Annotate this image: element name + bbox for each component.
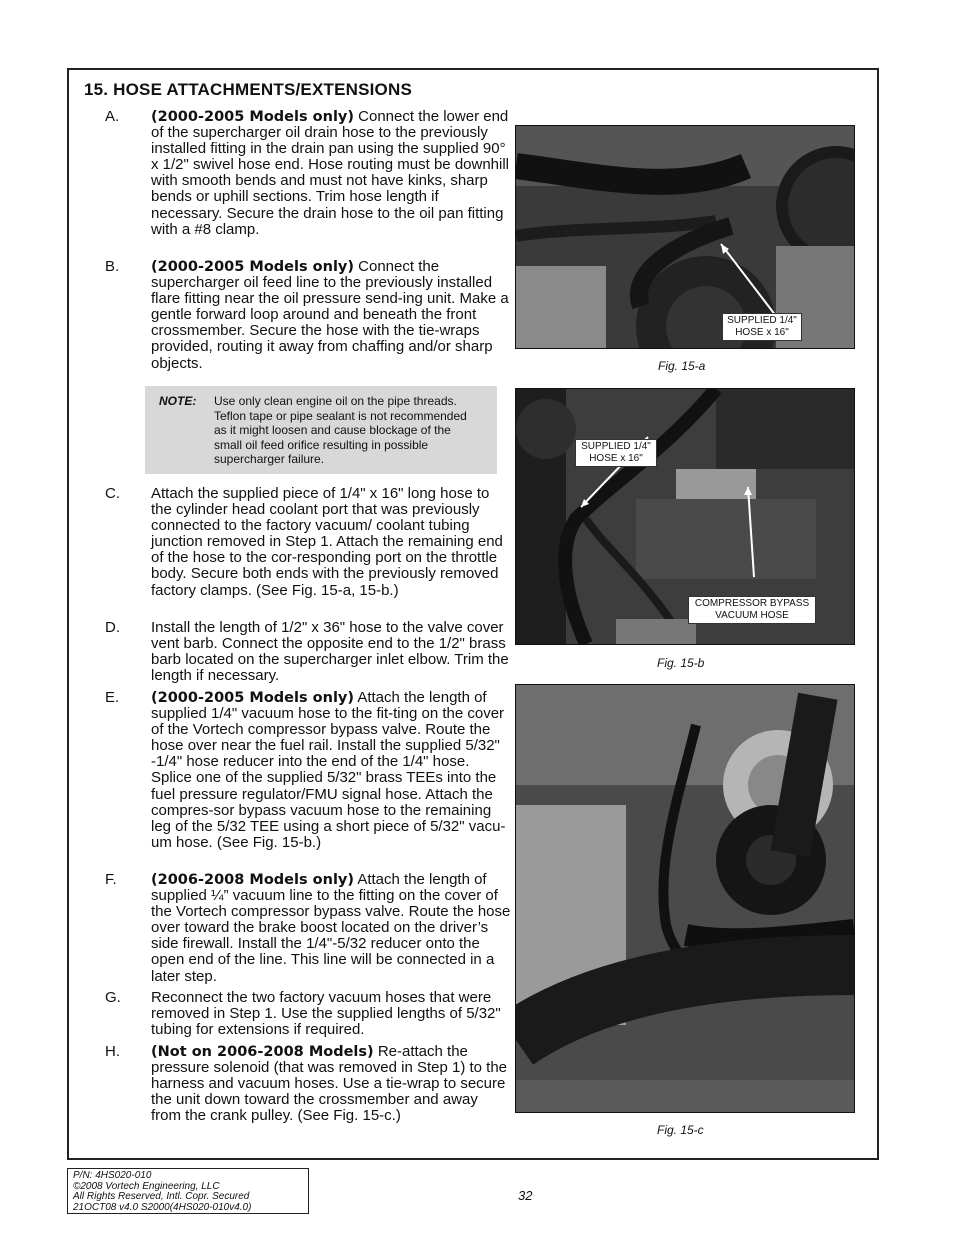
step-text: [151, 1044, 511, 1124]
step-text: [151, 872, 511, 985]
step-body: Attach the supplied piece of 1/4" x 16" long hose to the cylinder head coolant port that was previously connected to the factory vacuum/ coolant tubing junction removed in Step 1. Attach the remaining end of the hose to the cor-responding port on the throttle body. Secure both ends with the previously removed factory clamps. (See Fig. 15-a, 15-b.): [151, 485, 503, 599]
step-letter: D.: [105, 619, 120, 636]
figure-caption-15c: Fig. 15-c: [657, 1123, 704, 1137]
figure-caption-15a: Fig. 15-a: [658, 359, 706, 373]
engine-photo-illustration: [516, 685, 854, 1112]
step-bold: (2000-2005 Models only): [151, 109, 354, 125]
step-text: [151, 486, 511, 599]
footer-copyright: ©2008 Vortech Engineering, LLC: [73, 1180, 220, 1192]
step-body: Install the length of 1/2" x 36" hose to the valve cover vent barb. Connect the opposite end to the 1/2" brass barb located on the supercharger inlet elbow. Trim the length if necessary.: [151, 619, 509, 685]
footer-rights: All Rights Reserved, Intl. Copr. Secured: [73, 1191, 250, 1202]
step-text: [151, 109, 511, 238]
step-letter: A.: [105, 108, 120, 125]
step-body: Attach the length of supplied 1/4" vacuum hose to the fit-ting on the cover of the Vortech compressor bypass valve. Route the hose over near the fuel rail. Install the supplied 5/32" -1/4" hose reducer into the end of the 1/4" hose. Splice one of the supplied 5/32" brass TEEs into the fuel pressure regulator/FMU signal hose. Attach the compres-sor bypass vacuum hose to the remaining leg of the 5/32 TEE using a short piece of 5/32" vacu-um hose. (See Fig. 15-b.): [151, 689, 506, 851]
figure-15a-photo: [515, 125, 855, 349]
note-label: NOTE:: [159, 394, 197, 408]
step-bold: (2006-2008 Models only): [151, 872, 354, 888]
figure-caption-15b: Fig. 15-b: [657, 656, 705, 670]
page-number: 32: [518, 1188, 533, 1203]
step-body: Attach the length of supplied ¼” vacuum line to the fitting on the cover of the Vortech compressor bypass valve. Route the hose over toward the brake boost located on the driver’s side firewall. Install the 1/4"-5/32 reducer onto the open end of the line. This line will be connected in a later step.: [151, 871, 511, 985]
step-letter: H.: [105, 1043, 120, 1060]
footer-part-number: P/N: 4HS020-010: [73, 1170, 152, 1181]
note-text: Use only clean engine oil on the pipe threads. Teflon tape or pipe sealant is not recommended as it might loosen and cause blockage of the small oil feed orifice resulting in possible supercharger failure.: [214, 394, 467, 466]
footer-info: [67, 1168, 309, 1214]
callout-compressor-bypass-hose: COMPRESSOR BYPASS VACUUM HOSE: [688, 596, 816, 624]
footer-version: 21OCT08 v4.0 S2000(4HS020-010v4.0): [73, 1201, 252, 1213]
figure-15c-photo: [515, 684, 855, 1113]
step-text: [151, 990, 511, 1038]
callout-supplied-hose-15b: SUPPLIED 1/4" HOSE x 16": [575, 439, 657, 467]
step-text: [151, 690, 511, 851]
step-letter: E.: [105, 689, 120, 706]
step-bold: (2000-2005 Models only): [151, 690, 354, 706]
step-body: Connect the lower end of the supercharger oil drain hose to the previously installed fitting in the drain pan using the supplied 90° x 1/2" swivel hose end. Hose routing must be downhill with smooth bends and must not have kinks, sharp bends or uphill sections. Trim hose length if necessary. Secure the drain hose to the oil pan fitting with a #8 clamp.: [151, 108, 510, 238]
step-body: Connect the supercharger oil feed line to the previously installed flare fitting near the oil pressure send-ing unit. Make a gentle forward loop around and beneath the front crossmember. Secure the hose with the tie-wraps provided, routing it away from chaffing and/or sharp objects.: [151, 258, 509, 372]
step-text: [151, 620, 511, 684]
step-text: [151, 259, 511, 372]
step-letter: C.: [105, 485, 120, 502]
callout-supplied-hose-15a: SUPPLIED 1/4" HOSE x 16": [722, 313, 802, 341]
step-body: Reconnect the two factory vacuum hoses that were removed in Step 1. Use the supplied lengths of 5/32" tubing for extensions if required.: [151, 989, 501, 1039]
note-box: [145, 386, 497, 474]
step-letter: B.: [105, 258, 120, 275]
step-letter: G.: [105, 989, 121, 1006]
step-bold: (Not on 2006-2008 Models): [151, 1044, 374, 1060]
step-letter: F.: [105, 871, 117, 888]
step-bold: (2000-2005 Models only): [151, 259, 354, 275]
section-title: 15. HOSE ATTACHMENTS/EXTENSIONS: [84, 80, 412, 99]
step-body: Re-attach the pressure solenoid (that was removed in Step 1) to the harness and vacuum hoses. Use a tie-wrap to secure the unit down toward the crossmember and away from the crank pulley. (See Fig. 15-c.): [151, 1043, 508, 1125]
engine-photo-illustration: [516, 126, 854, 348]
